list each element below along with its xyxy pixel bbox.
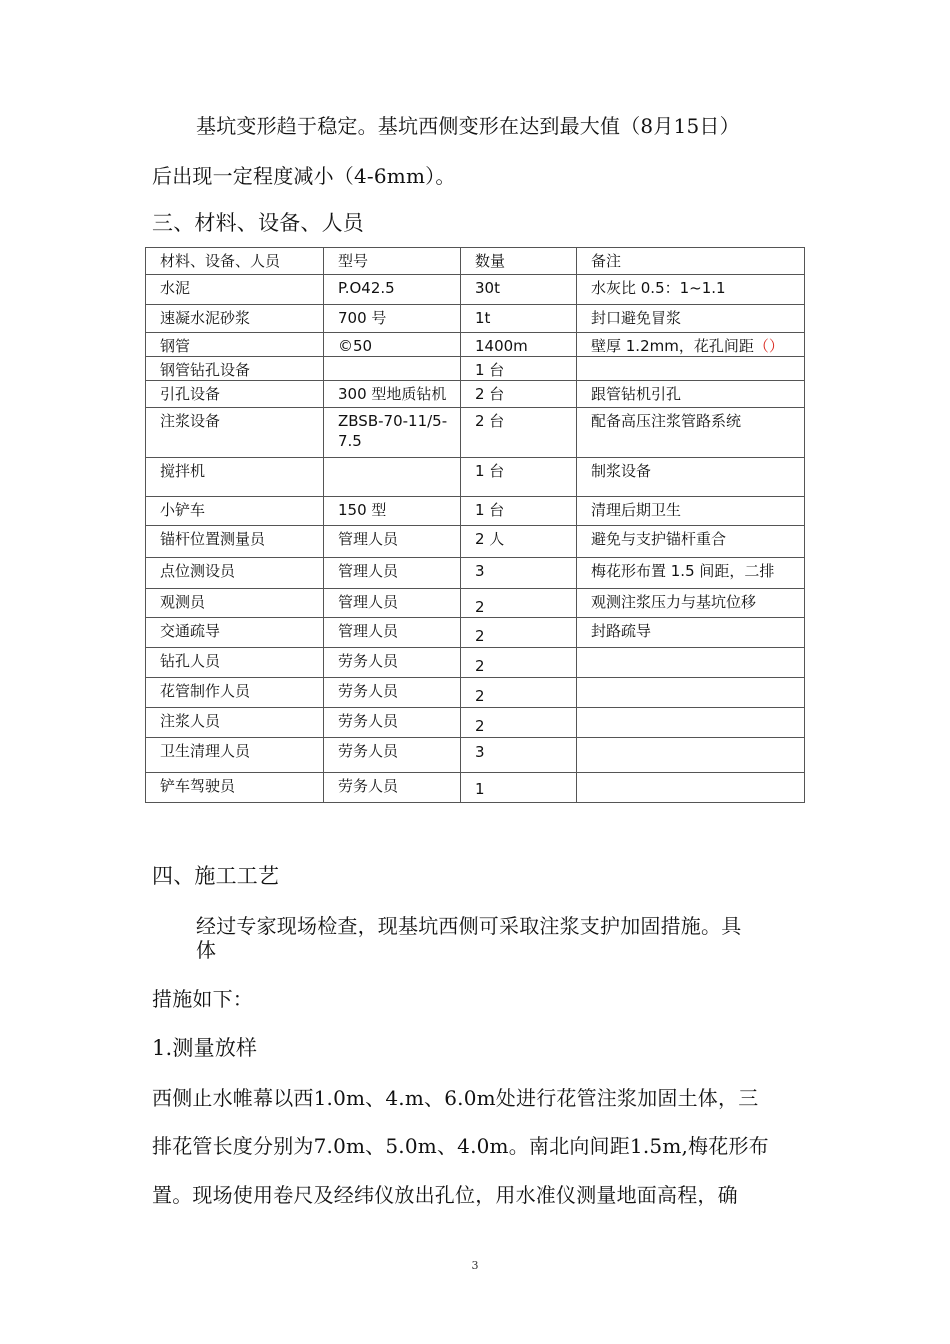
table-cell (577, 678, 805, 708)
table-cell: 2 人 (461, 526, 577, 558)
table-cell (461, 589, 577, 618)
table-cell: 跟管钻机引孔 (577, 381, 805, 408)
paragraph-line: 经过专家现场检查，现基坑西侧可采取注浆支护加固措施。具 (196, 914, 742, 938)
section-heading: 三、材料、设备、人员 (152, 211, 364, 235)
table-cell: 搅拌机 (146, 458, 324, 497)
paragraph-line: 置。现场使用卷尺及经纬仪放出孔位，用水准仪测量地面高程，确 (152, 1183, 738, 1207)
table-cell: 管理人员 (324, 526, 461, 558)
table-cell: 管理人员 (324, 589, 461, 618)
paragraph-line: 排花管长度分别为7.0m、5.0m、4.0m。南北向间距1.5m,梅花形布 (152, 1134, 769, 1158)
table-cell-text: 2 (475, 598, 485, 616)
table-cell: 劳务人员 (324, 708, 461, 738)
table-cell (577, 333, 805, 357)
table-cell-text: 2 (475, 657, 485, 675)
table-cell: 水灰比 0.5：1~1.1 (577, 275, 805, 305)
table-cell: 观测员 (146, 589, 324, 618)
table-cell: 1 台 (461, 357, 577, 381)
red-bracket-mark: （） (753, 337, 784, 355)
subsection-heading: 1.测量放样 (152, 1036, 258, 1060)
table-row (146, 589, 805, 618)
table-cell: 封口避免冒浆 (577, 305, 805, 333)
table-cell: 点位测设员 (146, 558, 324, 589)
table-row (146, 648, 805, 678)
table-row (146, 381, 805, 408)
table-cell: 交通疏导 (146, 618, 324, 648)
page-number: 3 (471, 1259, 479, 1272)
table-cell: 小铲车 (146, 497, 324, 526)
table-cell: 锚杆位置测量员 (146, 526, 324, 558)
table-cell-text: 3 (475, 743, 485, 761)
table-cell: 钻孔人员 (146, 648, 324, 678)
table-cell: ZBSB-70-11/5-7.5 (324, 408, 461, 458)
paragraph-line: 后出现一定程度减小（4-6mm）。 (152, 164, 456, 188)
table-row (146, 305, 805, 333)
paragraph-line: 体 (196, 938, 217, 962)
table-header-cell: 型号 (324, 248, 461, 275)
table-cell (461, 773, 577, 803)
table-cell: 引孔设备 (146, 381, 324, 408)
table-cell: 制浆设备 (577, 458, 805, 497)
table-cell: 300 型地质钻机 (324, 381, 461, 408)
table-cell: P.O42.5 (324, 275, 461, 305)
section-heading: 四、施工工艺 (152, 864, 280, 888)
table-header-cell: 备注 (577, 248, 805, 275)
table-cell: 700 号 (324, 305, 461, 333)
paragraph-line: 西侧止水帷幕以西1.0m、4.m、6.0m处进行花管注浆加固土体，三 (152, 1086, 759, 1110)
table-cell: 水泥 (146, 275, 324, 305)
table-cell: 150 型 (324, 497, 461, 526)
table-row (146, 408, 805, 458)
table-cell: ©50 (324, 333, 461, 357)
table-row (146, 458, 805, 497)
table-cell (577, 648, 805, 678)
table-cell-text: 2 (475, 717, 485, 735)
table-header-row (146, 248, 805, 275)
table-row (146, 738, 805, 773)
table-cell (577, 708, 805, 738)
table-cell: 钢管 (146, 333, 324, 357)
table-cell (461, 678, 577, 708)
table-cell (461, 738, 577, 773)
table-cell (577, 773, 805, 803)
table-cell: 清理后期卫生 (577, 497, 805, 526)
table-cell: 劳务人员 (324, 773, 461, 803)
table-cell (577, 738, 805, 773)
table-row (146, 558, 805, 589)
table-cell (461, 708, 577, 738)
table-cell: 2 台 (461, 381, 577, 408)
table-cell: 注浆设备 (146, 408, 324, 458)
table-cell: 管理人员 (324, 618, 461, 648)
table-cell: 劳务人员 (324, 648, 461, 678)
table-cell (461, 648, 577, 678)
table-cell: 配备高压注浆管路系统 (577, 408, 805, 458)
table-cell-text: 壁厚 1.2mm，花孔间距 (591, 337, 754, 355)
table-cell: 铲车驾驶员 (146, 773, 324, 803)
table-cell (461, 618, 577, 648)
table-row (146, 275, 805, 305)
table-cell: 1t (461, 305, 577, 333)
paragraph-line: 措施如下： (152, 987, 253, 1011)
materials-table (145, 247, 805, 803)
table-cell-text: 2 (475, 687, 485, 705)
table-cell: 劳务人员 (324, 738, 461, 773)
table-cell-text: 2 (475, 627, 485, 645)
table-cell: 1 台 (461, 458, 577, 497)
table-cell (324, 357, 461, 381)
table-row (146, 773, 805, 803)
table-row (146, 497, 805, 526)
table-cell: 1 台 (461, 497, 577, 526)
table-cell: 钢管钻孔设备 (146, 357, 324, 381)
table-cell: 劳务人员 (324, 678, 461, 708)
table-row (146, 333, 805, 357)
table-cell: 封路疏导 (577, 618, 805, 648)
table-cell: 速凝水泥砂浆 (146, 305, 324, 333)
table-cell: 30t (461, 275, 577, 305)
table-row (146, 526, 805, 558)
paragraph-line: 基坑变形趋于稳定。基坑西侧变形在达到最大值（8月15日） (196, 114, 740, 138)
table-cell: 2 台 (461, 408, 577, 458)
table-cell: 1400m (461, 333, 577, 357)
table-row (146, 618, 805, 648)
table-cell (577, 357, 805, 381)
table-header-cell: 材料、设备、人员 (146, 248, 324, 275)
table-row (146, 678, 805, 708)
table-header-cell: 数量 (461, 248, 577, 275)
table-cell: 观测注浆压力与基坑位移 (577, 589, 805, 618)
table-cell: 卫生清理人员 (146, 738, 324, 773)
table-cell-text: 1 (475, 780, 485, 798)
table-row (146, 357, 805, 381)
table-row (146, 708, 805, 738)
table-cell: 梅花形布置 1.5 间距，二排 (577, 558, 805, 589)
table-cell (324, 458, 461, 497)
table-cell: 3 (461, 558, 577, 589)
table-cell: 注浆人员 (146, 708, 324, 738)
table-cell: 管理人员 (324, 558, 461, 589)
table-cell: 避免与支护锚杆重合 (577, 526, 805, 558)
table-cell: 花管制作人员 (146, 678, 324, 708)
